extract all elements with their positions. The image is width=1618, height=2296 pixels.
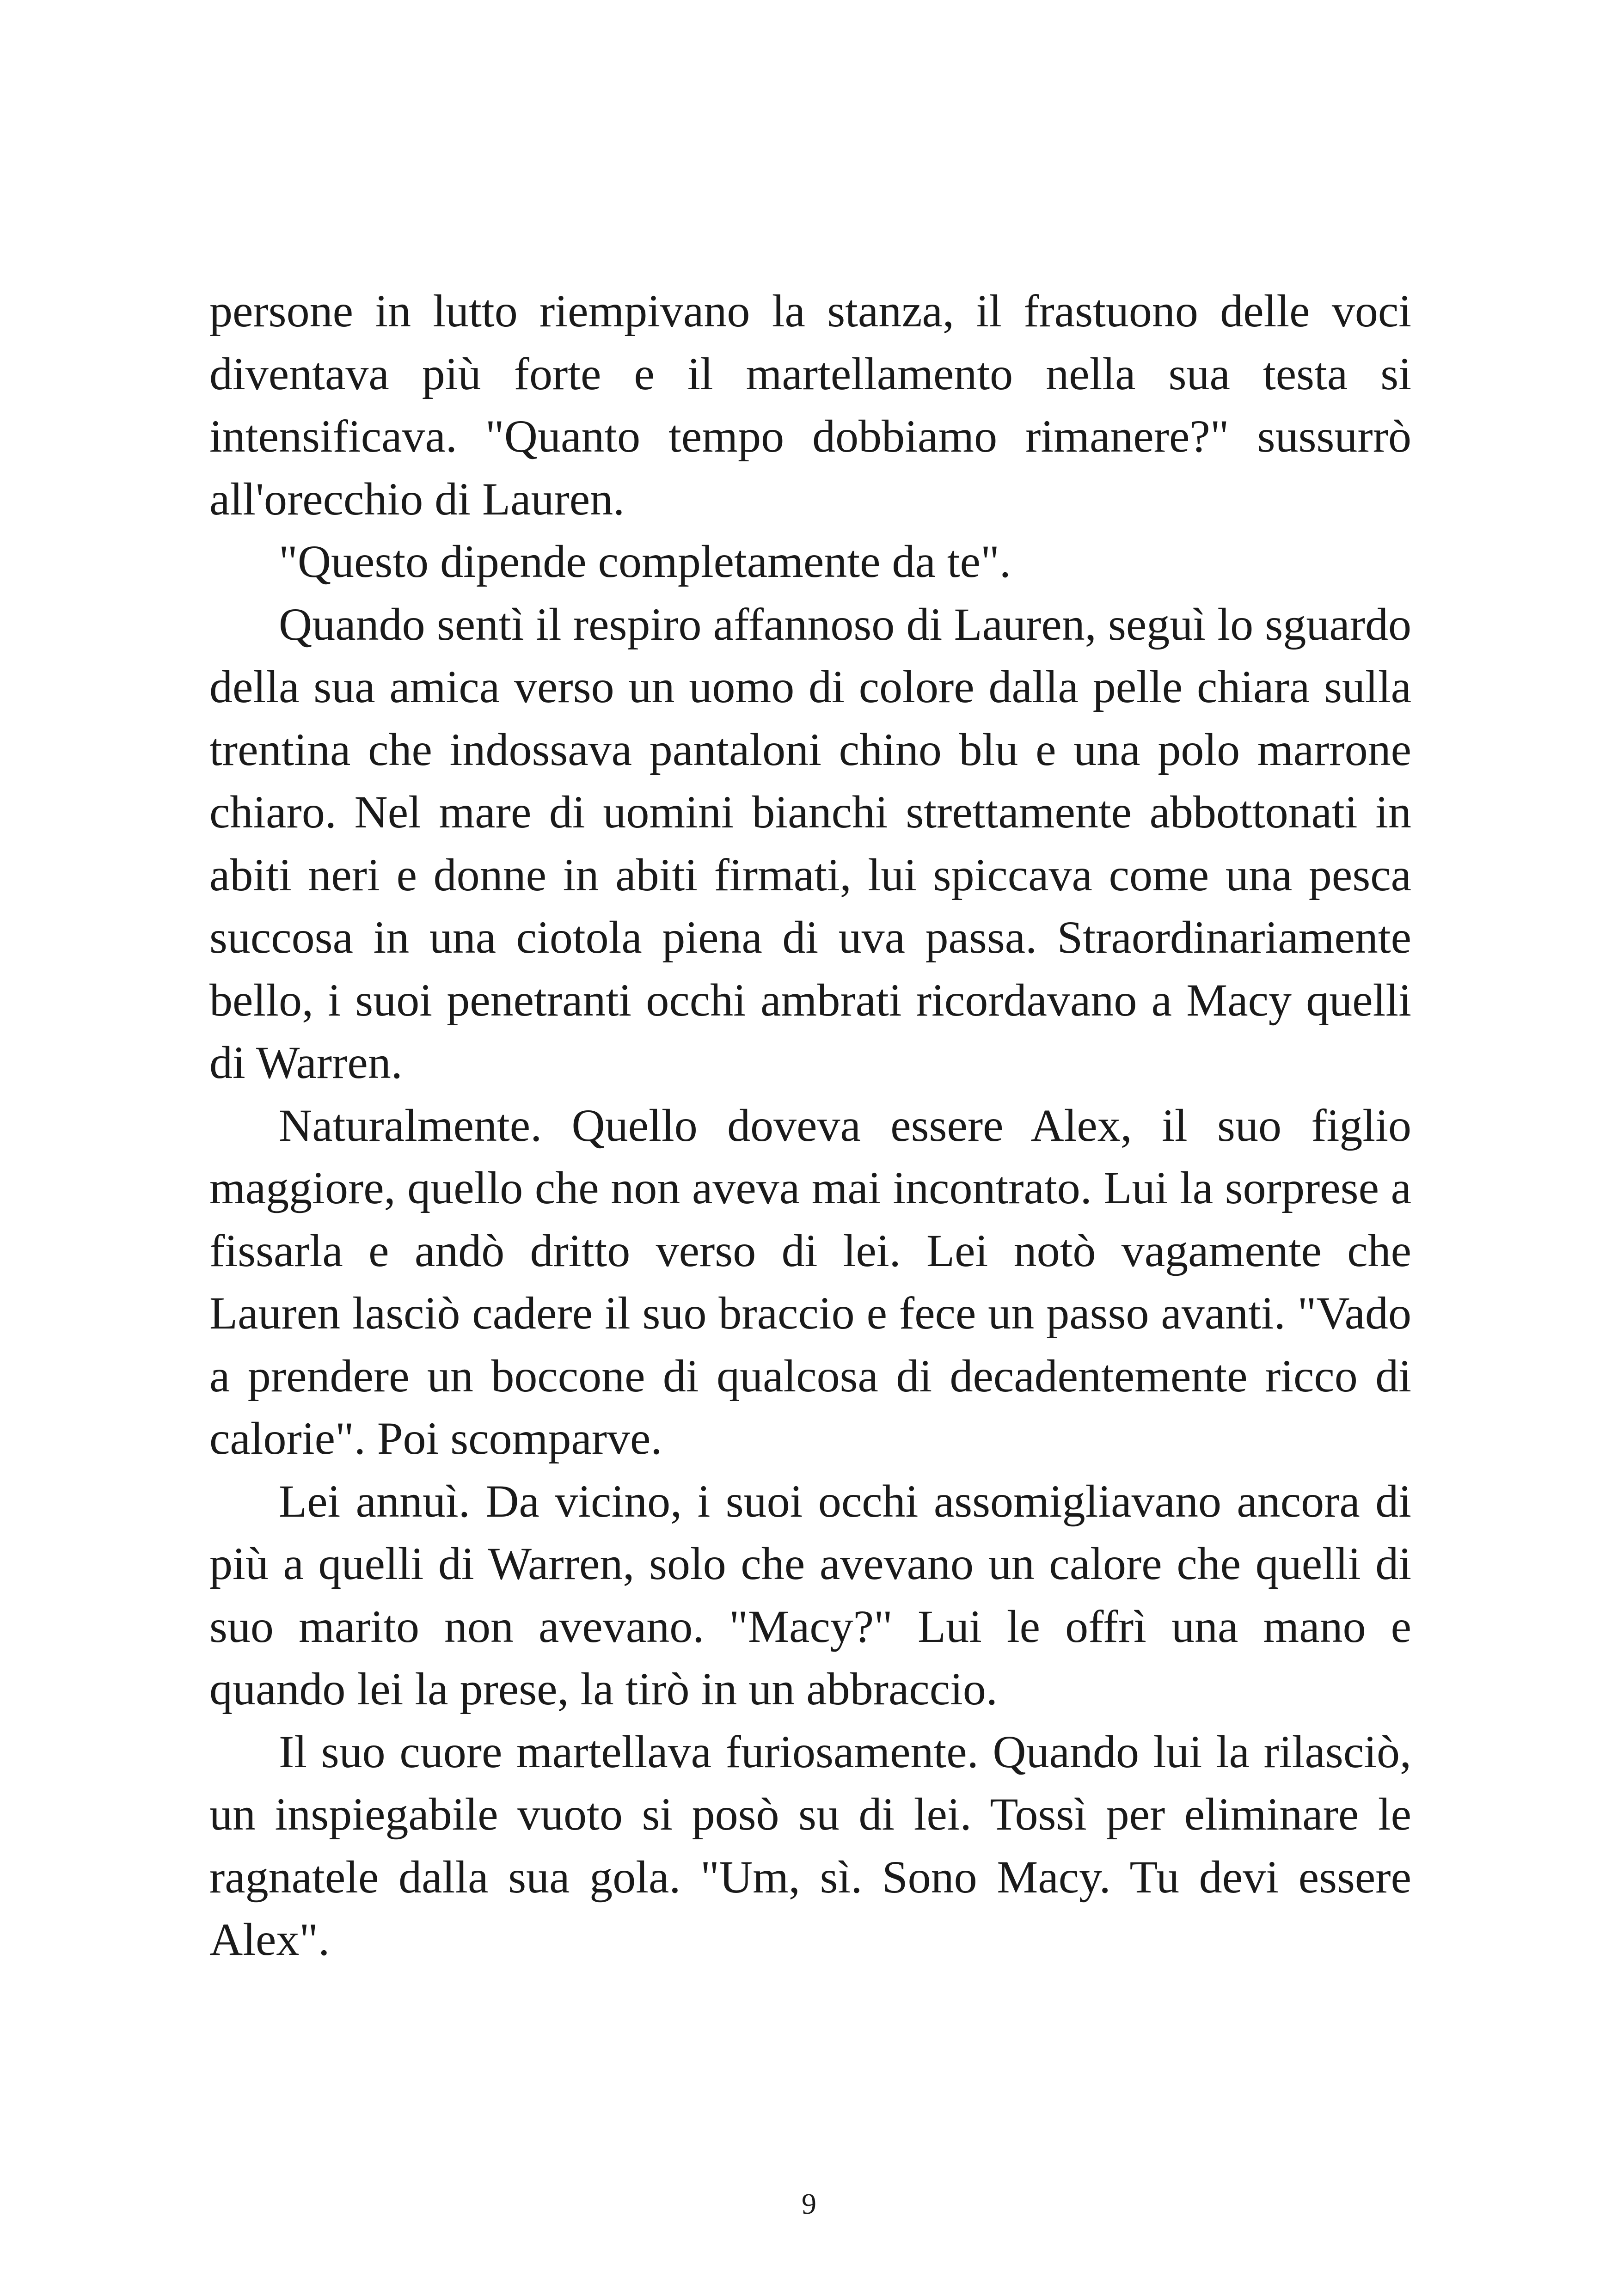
page-number: 9 [802,2187,816,2220]
paragraph-2: "Questo dipende completamente da te". [279,536,1011,587]
paragraph-6: Il suo cuore martellava furiosamente. Quando lui la rilasciò, un inspiegabile vuoto si posò su di lei. Tossì per eliminare le ragnatele dalla sua gola. "Um, sì. Sono Macy. Tu devi essere Alex". [209,1726,1411,1965]
paragraph-1: persone in lutto riempivano la stanza, il frastuono delle voci diventava più forte e il martellamento nella sua testa si intensificava. "Quanto tempo dobbiamo rimanere?" sussurrò all'orecchio di Lauren. [209,285,1411,525]
body-text [209,280,1411,1971]
paragraph-5: Lei annuì. Da vicino, i suoi occhi assomigliavano ancora di più a quelli di Warren, solo che avevano un calore che quelli di suo marito non avevano. "Macy?" Lui le offrì una mano e quando lei la prese, la tirò in un abbraccio. [209,1475,1411,1714]
paragraph-4: Naturalmente. Quello doveva essere Alex, il suo figlio maggiore, quello che non aveva mai incontrato. Lui la sorprese a fissarla e andò dritto verso di lei. Lei notò vagamente che Lauren lasciò cadere il suo braccio e fece un passo avanti. "Vado a prendere un boccone di qualcosa di decadentemente ricco di calorie". Poi scomparve. [209,1099,1411,1464]
paragraph-3: Quando sentì il respiro affannoso di Lauren, seguì lo sguardo della sua amica verso un uomo di colore dalla pelle chiara sulla trentina che indossava pantaloni chino blu e una polo marrone chiaro. Nel mare di uomini bianchi strettamente abbottonati in abiti neri e donne in abiti firmati, lui spiccava come una pesca succosa in una ciotola piena di uva passa. Straordinariamente bello, i suoi penetranti occhi ambrati ricordavano a Macy quelli di Warren. [209,598,1411,1088]
